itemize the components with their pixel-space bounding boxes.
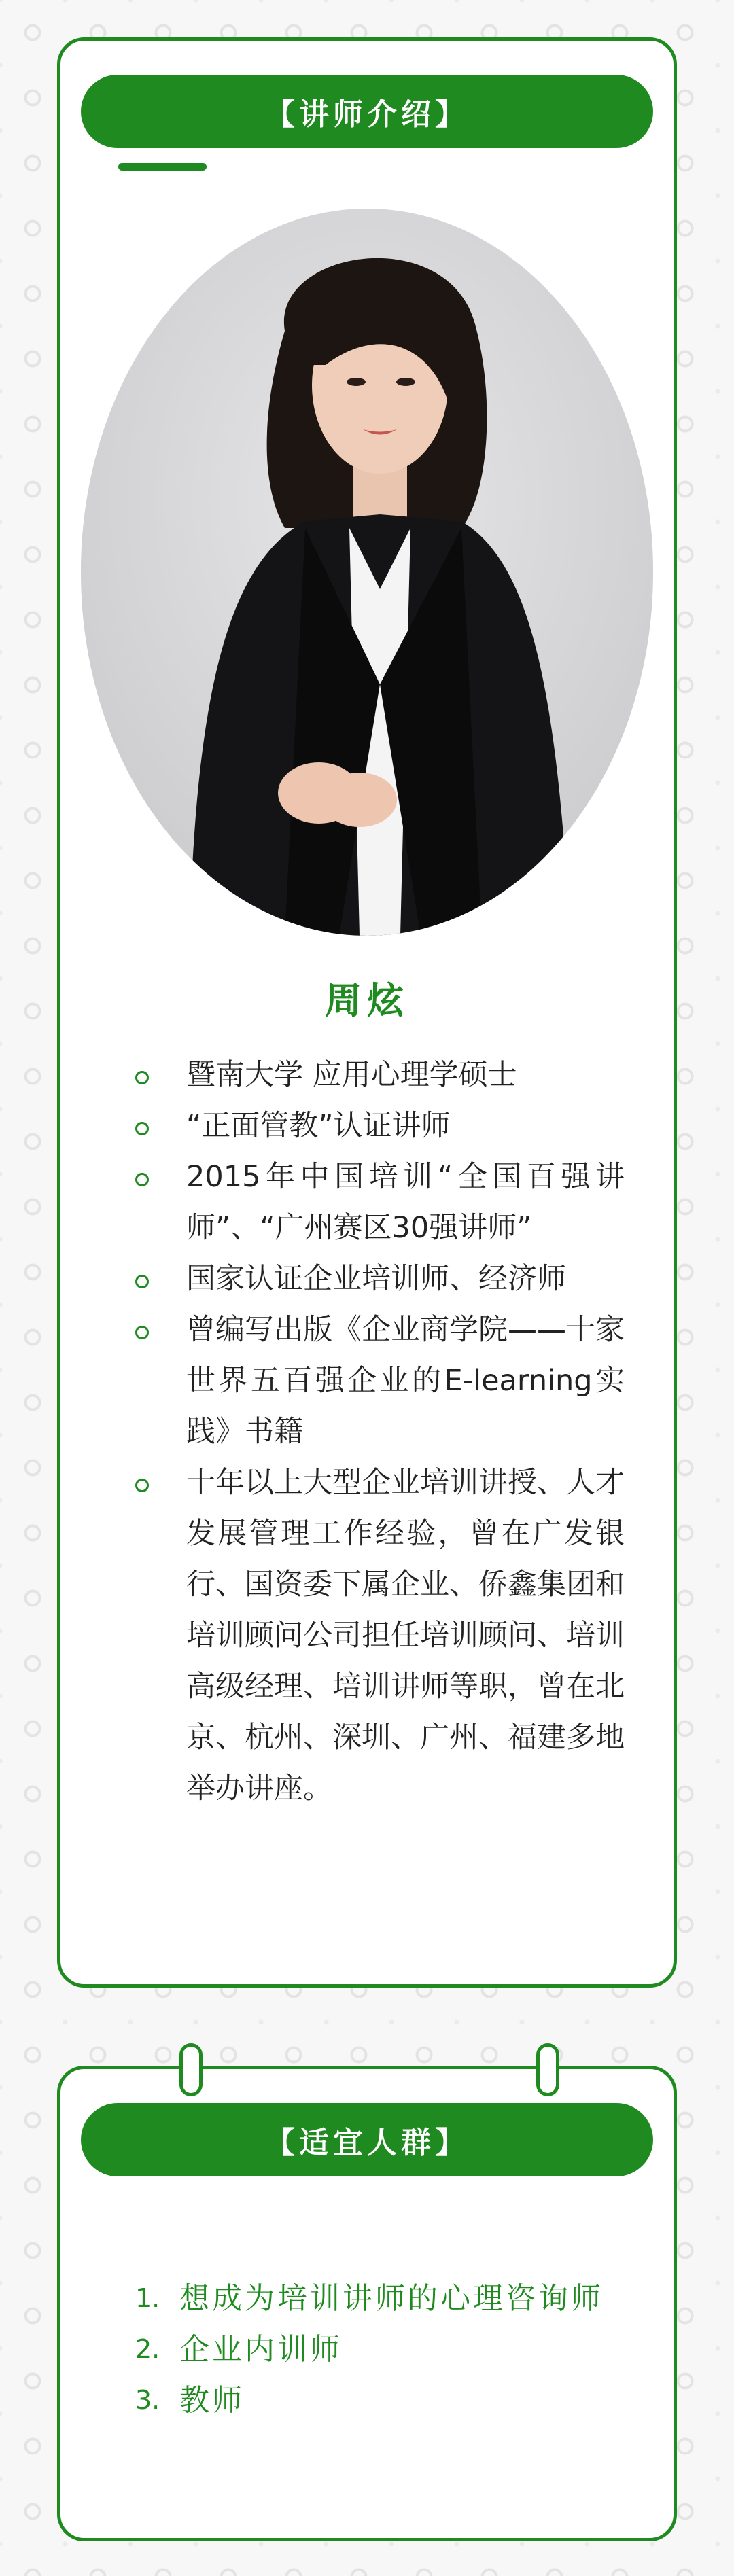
bullet-circle-icon [135, 1122, 149, 1135]
audience-section-header: 【适宜人群】 [81, 2103, 653, 2176]
bio-item [135, 1458, 625, 1814]
instructor-bio-list [135, 1050, 625, 1814]
bullet-circle-icon [135, 1275, 149, 1288]
bio-item-text: “正面管教”认证讲师 [186, 1109, 451, 1143]
audience-card [57, 2066, 677, 2541]
binder-ring-icon [179, 2043, 203, 2096]
audience-item-number: 2. [135, 2334, 160, 2364]
audience-item [135, 2324, 625, 2375]
bullet-circle-icon [135, 1173, 149, 1186]
instructor-card [57, 37, 677, 1988]
audience-item [135, 2273, 625, 2324]
bullet-circle-icon [135, 1326, 149, 1339]
bio-item [135, 1254, 625, 1305]
audience-list [135, 2273, 625, 2426]
audience-item-text: 教师 [179, 2383, 245, 2418]
audience-item-text: 企业内训师 [179, 2332, 343, 2367]
bio-item-text: 十年以上大型企业培训讲授、人才发展管理工作经验，曾在广发银行、国资委下属企业、侨鑫集团和培训顾问公司担任培训顾问、培训高级经理、培训讲师等职，曾在北京、杭州、深圳、广州、福建多地举办讲座。 [186, 1466, 625, 1805]
bullet-circle-icon [135, 1479, 149, 1492]
audience-item-number: 1. [135, 2283, 160, 2313]
audience-item [135, 2375, 625, 2426]
binder-ring-icon [536, 2043, 559, 2096]
portrait-illustration [81, 209, 653, 936]
audience-item-text: 想成为培训讲师的心理咨询师 [179, 2281, 604, 2316]
bio-item-text: 国家认证企业培训师、经济师 [186, 1262, 566, 1296]
bio-item [135, 1152, 625, 1254]
bio-item [135, 1050, 625, 1101]
instructor-section-header: 【讲师介绍】 [81, 75, 653, 148]
instructor-name: 周炫 [325, 979, 409, 1022]
bio-item [135, 1305, 625, 1458]
bio-item [135, 1101, 625, 1152]
audience-item-number: 3. [135, 2385, 160, 2415]
bio-item-text: 2015年中国培训“全国百强讲师”、“广州赛区30强讲师” [186, 1160, 625, 1245]
header-underline-decoration [118, 163, 207, 171]
instructor-photo [81, 209, 653, 936]
bio-item-text: 曾编写出版《企业商学院——十家世界五百强企业的E-learning实践》书籍 [186, 1313, 625, 1449]
bio-item-text: 暨南大学 应用心理学硕士 [186, 1058, 517, 1092]
bullet-circle-icon [135, 1071, 149, 1084]
